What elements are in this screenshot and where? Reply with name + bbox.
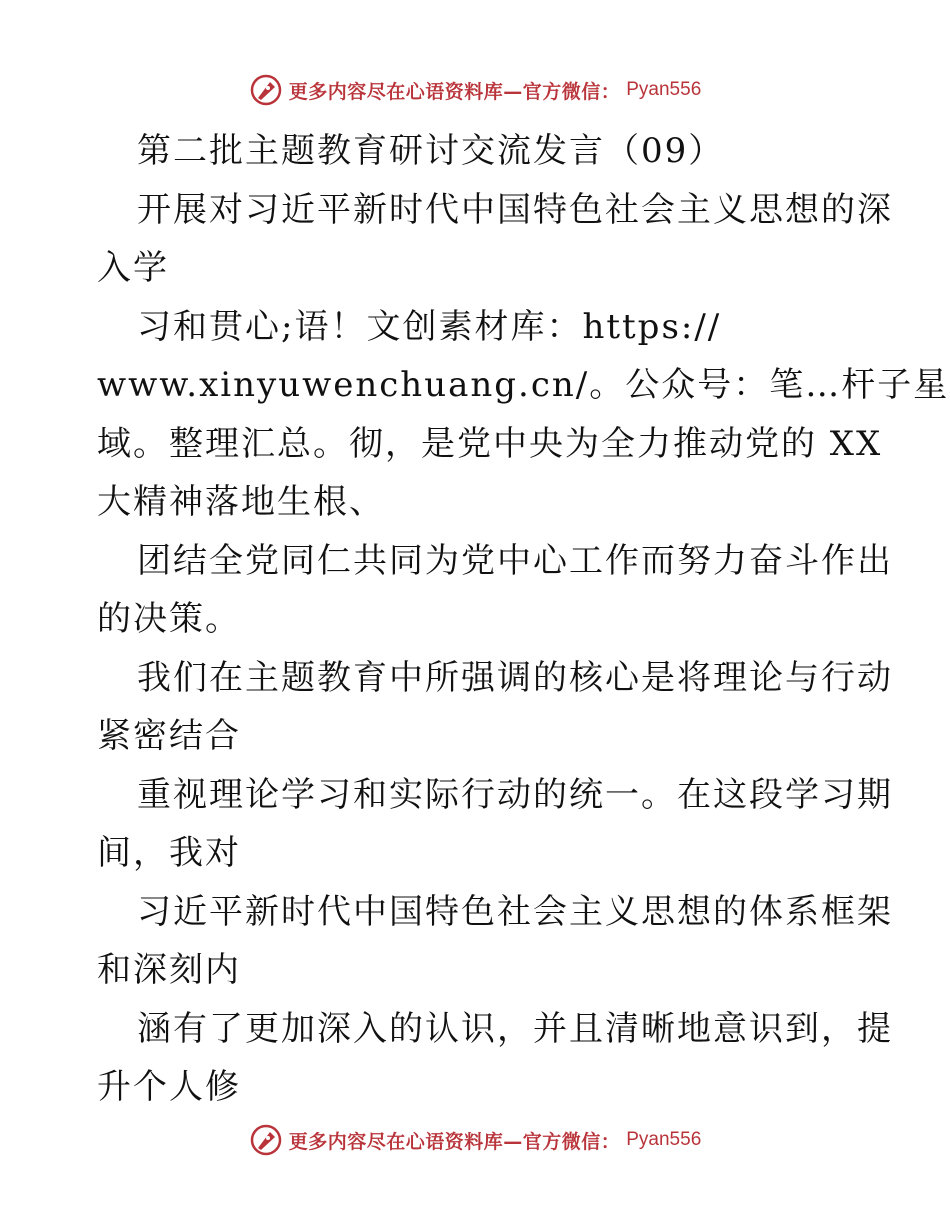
watermark-text: 更多内容尽在心语资料库—官方微信： xyxy=(288,80,621,103)
text-line: 和深刻内 xyxy=(97,950,241,990)
watermark-wechat-id: Pyan556 xyxy=(626,79,702,100)
text-line: 涵有了更加深入的认识，并且清晰地意识到，提 xyxy=(137,1008,893,1049)
pen-nib-logo-icon xyxy=(249,1123,283,1157)
text-line: 的决策。 xyxy=(97,599,241,639)
text-line: 我们在主题教育中所强调的核心是将理论与行动 xyxy=(137,657,893,698)
header-watermark xyxy=(0,70,950,110)
text-line: www.xinyuwenchuang.cn/。公众号：笔…杆子星 xyxy=(97,365,950,405)
text-line: 升个人修 xyxy=(97,1067,241,1107)
text-line: 习近平新时代中国特色社会主义思想的体系框架 xyxy=(137,891,893,932)
pen-nib-logo-icon xyxy=(249,73,283,107)
text-line: 入学 xyxy=(97,248,169,288)
text-line: 域。整理汇总。彻，是党中央为全力推动党的 XX xyxy=(97,423,883,464)
text-line: 开展对习近平新时代中国特色社会主义思想的深 xyxy=(137,189,893,230)
text-line: 间，我对 xyxy=(97,833,241,873)
text-line: 团结全党同仁共同为党中心工作而努力奋斗作出 xyxy=(137,540,893,581)
text-line: 紧密结合 xyxy=(97,716,241,756)
text-line: 习和贯心;语！文创素材库：https:// xyxy=(137,306,722,347)
document-title: 第二批主题教育研讨交流发言（09） xyxy=(137,131,725,171)
watermark-text: 更多内容尽在心语资料库—官方微信： xyxy=(288,1130,621,1153)
text-line: 重视理论学习和实际行动的统一。在这段学习期 xyxy=(137,774,893,815)
watermark-wechat-id: Pyan556 xyxy=(626,1129,702,1150)
document-body xyxy=(97,122,950,1117)
text-line: 大精神落地生根、 xyxy=(97,482,385,522)
footer-watermark xyxy=(0,1120,950,1160)
